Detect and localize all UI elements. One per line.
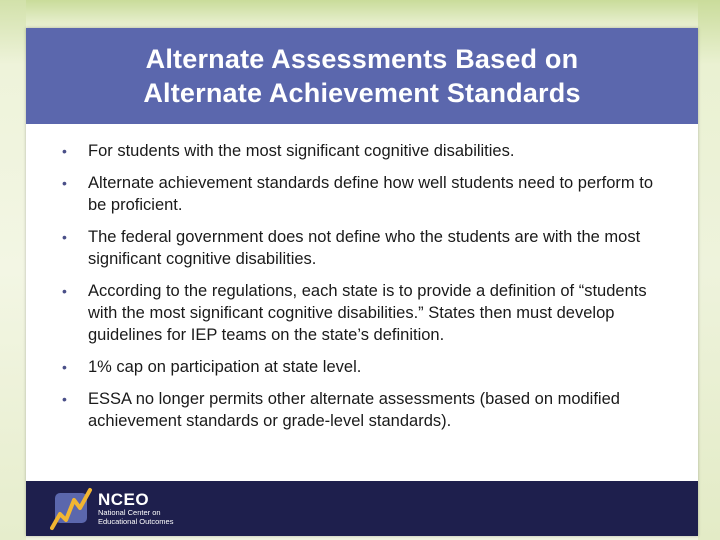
bullet-text: 1% cap on participation at state level. [88, 358, 362, 376]
bullet-item [62, 172, 672, 216]
logo-text [98, 491, 173, 526]
slide-content [26, 28, 698, 536]
logo-name: NCEO [98, 490, 150, 509]
bullet-icon: • [62, 175, 67, 191]
bullet-item [62, 226, 672, 270]
bullet-text: ESSA no longer permits other alternate assessments (based on modified achievement standards or grade-level standards). [88, 390, 620, 430]
bullet-text: Alternate achievement standards define how well students need to perform to be proficient. [88, 174, 653, 214]
left-decor-strip [0, 0, 26, 540]
right-decor-strip [698, 0, 720, 540]
logo-subtitle-2: Educational Outcomes [98, 516, 174, 526]
bullet-text: For students with the most significant cognitive disabilities. [88, 142, 515, 160]
bullet-item [62, 280, 672, 346]
bullet-icon: • [62, 359, 67, 375]
bullet-text: According to the regulations, each state is to provide a definition of “students with the most significant cognitive disabilities.” States then must develop guidelines for IEP teams on the state’s definition. [88, 282, 647, 344]
bullet-icon: • [62, 391, 67, 407]
bullet-item [62, 356, 672, 378]
bullet-text: The federal government does not define who the students are with the most significant cognitive disabilities. [88, 228, 641, 268]
logo-subtitle-1: National Center on [98, 508, 161, 517]
bullet-icon: • [62, 143, 67, 159]
bullet-icon: • [62, 283, 67, 299]
title-line-2: Alternate Achievement Standards [143, 78, 581, 108]
bullet-item [62, 140, 672, 162]
nceo-chart-logo-icon [50, 484, 96, 534]
footer-bar [26, 481, 698, 536]
title-line-1: Alternate Assessments Based on [145, 44, 579, 74]
slide-title [26, 42, 698, 110]
title-bar [26, 28, 698, 124]
bullet-icon: • [62, 229, 67, 245]
bullet-list [62, 140, 672, 442]
nceo-logo [50, 484, 200, 534]
bullet-item [62, 388, 672, 432]
